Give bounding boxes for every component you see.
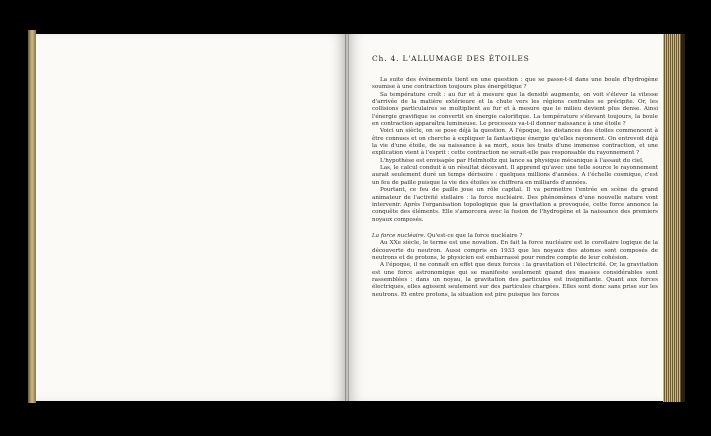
paragraph: L'hypothèse est envisagée par Helmholtz qui lance sa physique mécanique à l'assaut du ciel. (380, 157, 644, 164)
paragraph: Las, le calcul conduit à un résultat décevant. Il apprend qu'avec une telle source le rayonnement aurait seulement duré un temps dérisoire : quelques millions d'années. A l'échelle cosmique, c'est un feu de paille puisque la vie des étoiles se chiffrera en milliards d'années. (372, 165, 658, 186)
paragraph: La suite des événements tient en une question : que se passe-t-il dans une boule d'hydrogène soumise à une contraction toujours plus énergétique ? (372, 77, 658, 91)
section-heading-question: Qu'est-ce que la force nucléaire ? (425, 232, 523, 239)
paragraph: Au XXe siècle, le terme est une novation. En fait la force nucléaire est le corollaire logique de la découverte du neutron. Aussi compris en 1933 que les noyaux des atomes sont composés de neutrons et de protons, le physicien est embarrassé pour rendre compte de leur cohésion. (372, 240, 658, 261)
paragraph: Voici un siècle, on se pose déjà la question. A l'époque, les distances des étoiles commencent à être connues et on cherche à expliquer la fantastique énergie qu'elles rayonnent. On entrevoit déjà la vie d'une étoile, de sa naissance à sa mort, sous les traits d'une immense contraction, et une explication vient à l'esprit : cette contraction ne serait-elle pas responsable du rayonnement ? (372, 128, 658, 157)
book-edge-right (663, 34, 685, 402)
running-head: Ch. 4. L'ALLUMAGE DES ÉTOILES (372, 54, 530, 63)
section-heading: La force nucléaire. (372, 232, 426, 239)
left-page-blank (36, 34, 346, 401)
paragraph: Sa température croît : au fur et à mesure que la densité augmente, on voit s'élever la vitesse d'arrivée de la matière extérieure et la chute vers les régions centrales se précipite. Or, les collisions particulaires se multiplient au fur et à mesure que le milieu devient plus dense. Ainsi l'énergie gravifique se convertit en énergie calorifique. La température s'élevant toujours, la boule en contraction apparaîtra lumineuse. Le processus va-t-il donner naissance à une étoile ? (372, 91, 658, 128)
body-text (372, 77, 658, 299)
paragraph: Pourtant, ce feu de paille joue un rôle capital. Il va permettre l'entrée en scène du grand animateur de l'activité stellaire : la force nucléaire. Des phénomènes d'une nouvelle nature vont intervenir. Après l'organisation topologique que la gravitation a provoquée, cette force annonce la conquête des éléments. Elle s'amorcera avec la fusion de l'hydrogène et la naissance des premiers noyaux composés. (372, 187, 658, 223)
paragraph: A l'époque, il ne connaît en effet que deux forces : la gravitation et l'électricité. Or, la gravitation est une force astronomique qui se manifeste seulement quand des masses considérables sont rassemblées : dans un noyau, la gravitation des particules est insignifiante. Quant aux forces électriques, elles agissent seulement sur des particules chargées. Elles sont donc sans prise sur les neutrons. Et entre protons, la situation est pire puisque les forces (372, 262, 658, 298)
book-edge-left (28, 30, 36, 403)
